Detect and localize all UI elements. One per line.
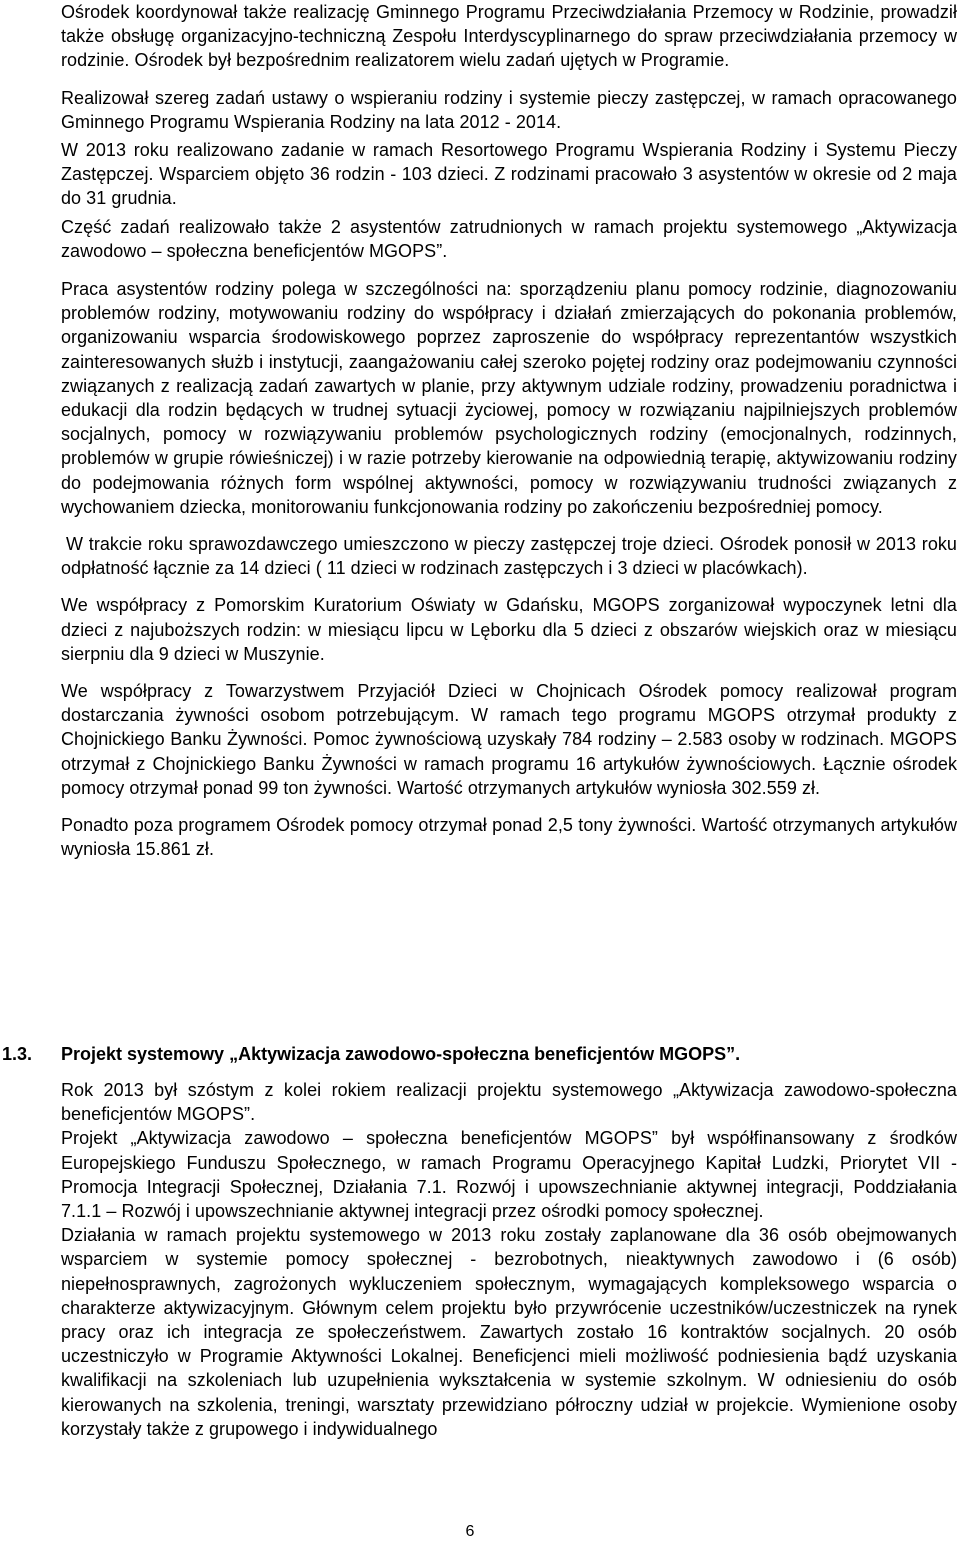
paragraph-bank-zywnosci: We współpracy z Towarzystwem Przyjaciół Dzieci w Chojnicach Ośrodek pomocy realizował program dostarczania żywności osobom potrzebującym. W ramach tego programu MGOPS otrzymał produkty z Chojnickiego Banku Żywności. Pomoc żywnościową uzyskały 784 rodziny – 2.583 osoby w rodzinach. MGOPS otrzymał z Chojnickiego Banku Żywności w ramach programu 16 artykułów żywnościowych. Łącznie ośrodek pomocy otrzymał ponad 99 ton żywności. Wartość otrzymanych artykułów wyniosła 302.559 zł. (61, 681, 957, 798)
section-title: Projekt systemowy „Aktywizacja zawodowo-społeczna beneficjentów MGOPS”. (61, 1044, 741, 1064)
document-page (61, 0, 957, 862)
paragraph-poza-programem: Ponadto poza programem Ośrodek pomocy otrzymał ponad 2,5 tony żywności. Wartość otrzymanych artykułów wyniosła 15.861 zł. (61, 815, 957, 860)
page-number: 6 (465, 1523, 475, 1540)
paragraph-wypoczynek-letni: We współpracy z Pomorskim Kuratorium Oświaty w Gdańsku, MGOPS zorganizował wypoczynek letni dla dzieci z najuboższych rodzin: w miesiącu lipcu w Lęborku dla 5 dzieci z obszarów wiejskich oraz w miesiącu sierpniu dla 9 dzieci w Muszynie. (61, 595, 957, 664)
section-number: 1.3. (2, 1044, 33, 1064)
paragraph-szosty-rok: Rok 2013 był szóstym z kolei rokiem realizacji projektu systemowego „Aktywizacja zawodowo-społeczna beneficjentów MGOPS”. (61, 1080, 957, 1125)
paragraph-program-przemocy: Ośrodek koordynował także realizację Gminnego Programu Przeciwdziałania Przemocy w Rodzinie, prowadził także obsługę organizacyjno-techniczną Zespołu Interdyscyplinarnego do spraw przeciwdziałania przemocy w rodzinie. Ośrodek był bezpośrednim realizatorem wielu zadań ujętych w Programie. (61, 2, 957, 71)
section-body (61, 1078, 957, 1441)
paragraph-resortowy-program: W 2013 roku realizowano zadanie w ramach Resortowego Programu Wspierania Rodziny i Systemu Pieczy Zastępczej. Wsparciem objęto 36 rodzin - 103 dzieci. Z rodzinami pracowało 3 asystentów w okresie od 2 maja do 31 grudnia. (61, 140, 957, 209)
paragraph-wspolfinansowanie: Projekt „Aktywizacja zawodowo – społeczna beneficjentów MGOPS” był współfinansowany z środków Europejskiego Funduszu Społecznego, w ramach Programu Operacyjnego Kapitał Ludzki, Priorytet VII - Promocja Integracji Społecznej, Działania 7.1. Rozwój i upowszechnianie aktywnej integracji, Poddziałania 7.1.1 – Rozwój i upowszechnianie aktywnej integracji przez ośrodki pomocy społecznej. (61, 1128, 957, 1222)
paragraph-praca-asystentow: Praca asystentów rodziny polega w szczególności na: sporządzeniu planu pomocy rodzinie, diagnozowaniu problemów rodziny, motywowaniu rodziny do współpracy i działań zmierzających do pokonania problemów, organizowaniu wsparcia środowiskowego poprzez zaproszenie do współpracy reprezentantów wszystkich zainteresowanych służb i instytucji, zaangażowaniu całej szeroko pojętej rodziny oraz podejmowaniu czynności związanych z realizacją zadań zawartych w planie, przy aktywnym udziale rodziny, prowadzeniu poradnictwa i edukacji dla rodzin będących w trudnej sytuacji życiowej, pomocy w rozwiązaniu najpilniejszych problemów socjalnych, pomocy w rozwiązywaniu problemów psychologicznych rodziny (emocjonalnych, rodzinnych, problemów w grupie rówieśniczej) i w razie potrzeby kierowanie na odpowiednią terapię, aktywizowaniu rodziny do podejmowania różnych form wspólnej aktywności, pomocy w rozwiązywaniu trudności związanych z wychowaniem dziecka, monitorowaniu funkcjonowania rodziny po zakończeniu bezpośredniej pomocy. (61, 279, 957, 517)
paragraph-asystenci-projekt: Część zadań realizowało także 2 asystentów zatrudnionych w ramach projektu systemowego „Aktywizacja zawodowo – społeczna beneficjentów MGOPS”. (61, 216, 957, 261)
paragraph-ustawa-wspieranie: Realizował szereg zadań ustawy o wspieraniu rodziny i systemie pieczy zastępczej, w ramach opracowanego Gminnego Programu Wspierania Rodziny na lata 2012 - 2014. (61, 87, 957, 132)
paragraph-dzialania-projektu: Działania w ramach projektu systemowego w 2013 roku zostały zaplanowane dla 36 osób obejmowanych wsparciem w systemie pomocy społecznej - bezrobotnych, nieaktywnych zawodowo i (6 osób) niepełnosprawnych, zagrożonych wykluczeniem społecznym, wymagających kompleksowego wsparcia o charakterze aktywizacyjnym. Głównym celem projektu było przywrócenie uczestników/uczestniczek na rynek pracy oraz ich integracja ze społeczeństwem. Zawartych zostało 16 kontraktów socjalnych. 20 osób uczestniczyło w Programie Aktywności Lokalnej. Beneficjenci mieli możliwość podniesienia bądź uzyskania kwalifikacji na szkoleniach lub uzupełnienia wykształcenia w systemie szkolnym. W odniesieniu do osób kierowanych na szkolenia, treningi, warsztaty przewidziano półroczny udział w projekcie. Wymienione osoby korzystały także z grupowego i indywidualnego (61, 1225, 957, 1439)
paragraph-piecza-zastepcza: W trakcie roku sprawozdawczego umieszczono w pieczy zastępczej troje dzieci. Ośrodek ponosił w 2013 roku odpłatność łącznie za 14 dzieci ( 11 dzieci w rodzinach zastępczych i 3 dzieci w placówkach). (61, 534, 957, 579)
